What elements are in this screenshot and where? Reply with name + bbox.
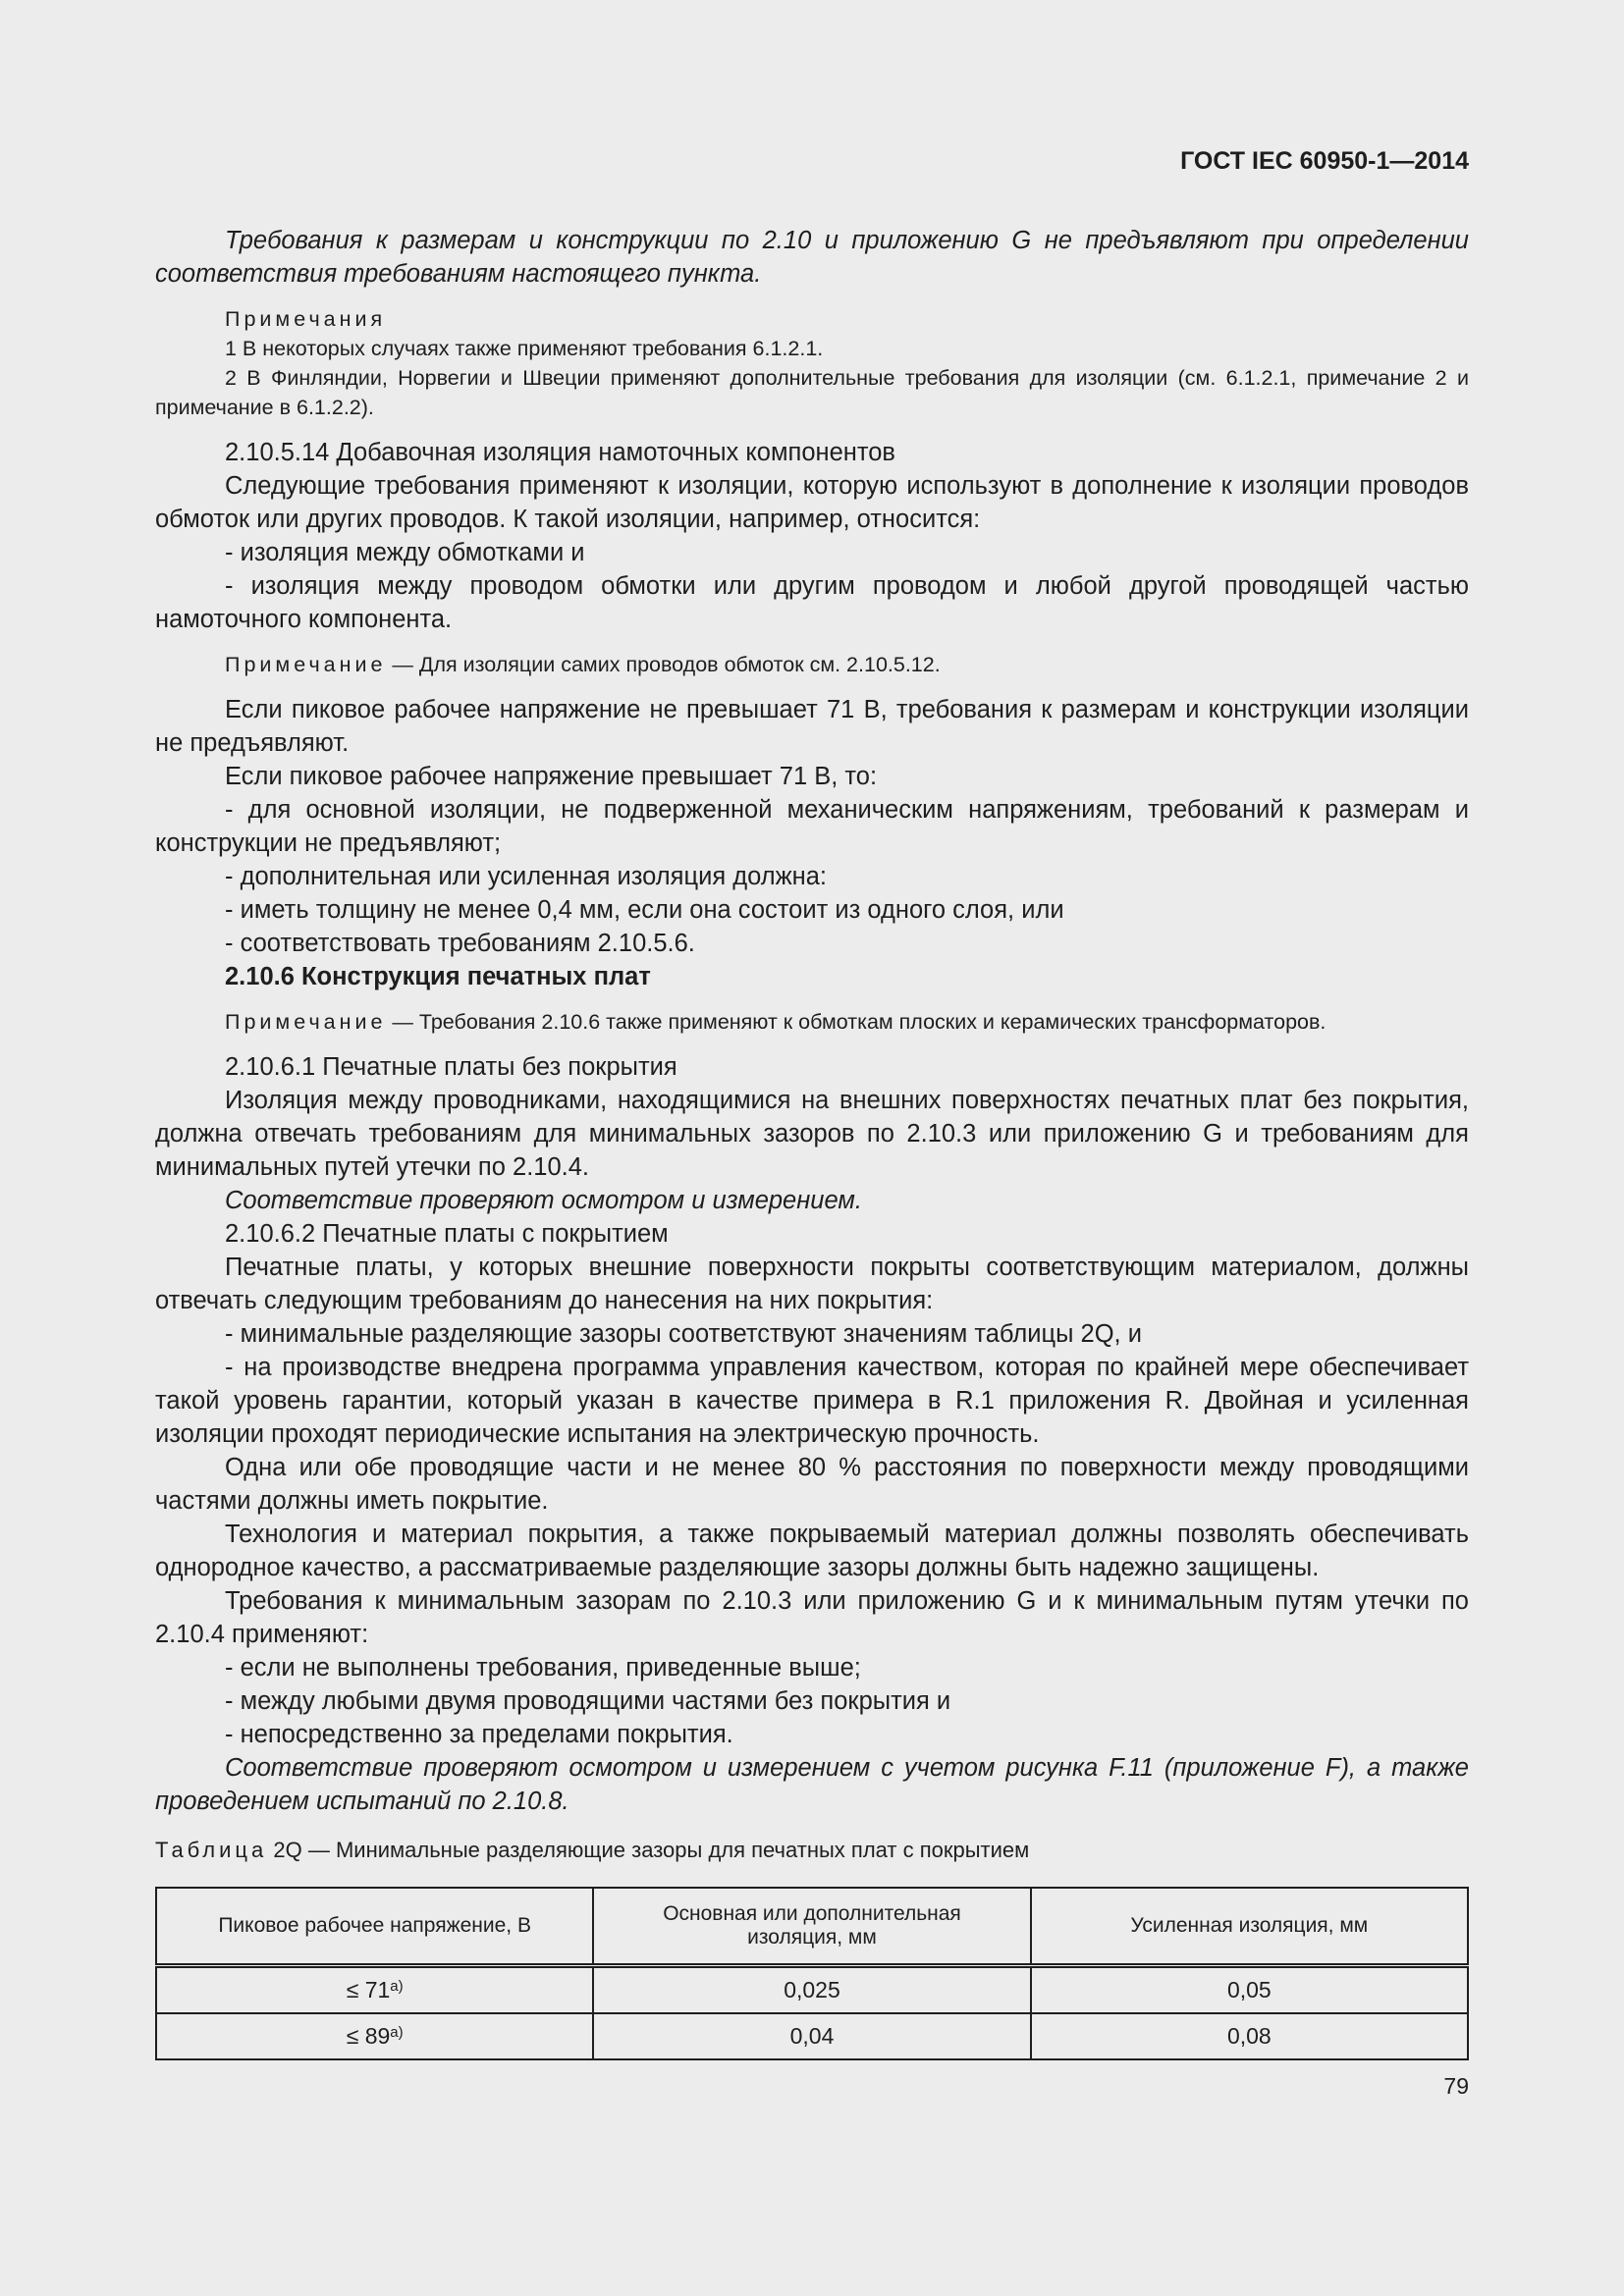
compliance-statement: Соответствие проверяют осмотром и измерением. (225, 1187, 862, 1214)
section-heading-2-10-6-2: 2.10.6.2 Печатные платы с покрытием (225, 1220, 669, 1248)
paragraph: Печатные платы, у которых внешние поверхности покрыты соответствующим материалом, должны отвечать следующим требованиям до нанесения на них покрытия: (155, 1254, 1469, 1314)
paragraph: Одна или обе проводящие части и не менее 80 % расстояния по поверхности между проводящими частями должны иметь покрытие. (155, 1454, 1469, 1515)
section-heading-2-10-6-1: 2.10.6.1 Печатные платы без покрытия (225, 1053, 677, 1081)
list-item: - между любыми двумя проводящими частями без покрытия и (225, 1687, 951, 1715)
paragraph: Требования к минимальным зазорам по 2.10.3 или приложению G и к минимальным путям утечки по 2.10.4 применяют: (155, 1587, 1469, 1648)
notes-label: Примечания (225, 307, 387, 331)
paragraph: Если пиковое рабочее напряжение не превышает 71 В, требования к размерам и конструкции изоляции не предъявляют. (155, 696, 1469, 757)
note-text: — Требования 2.10.6 также применяют к обмоткам плоских и керамических трансформаторов. (386, 1010, 1326, 1034)
note (155, 1007, 1469, 1037)
table-header-row (156, 1888, 1468, 1966)
list-item: - непосредственно за пределами покрытия. (225, 1721, 733, 1748)
section-heading-2-10-5-14: 2.10.5.14 Добавочная изоляция намоточных компонентов (225, 439, 895, 466)
section-heading-2-10-6: 2.10.6 Конструкция печатных плат (225, 963, 651, 990)
table-cell-reinforced: 0,08 (1031, 2013, 1468, 2059)
document-body (155, 224, 1469, 2060)
paragraph: Технология и материал покрытия, а также покрываемый материал должны позволять обеспечивать однородное качество, а рассматриваемые разделяющие зазоры должны быть надежно защищены. (155, 1521, 1469, 1581)
table-header-cell: Основная или дополнительная изоляция, мм (593, 1888, 1030, 1966)
note-2: 2 В Финляндии, Норвегии и Швеции применяют дополнительные требования для изоляции (см. 6.1.2.1, примечание 2 и примечание в 6.1.2.2). (155, 366, 1469, 419)
note-1: 1 В некоторых случаях также применяют требования 6.1.2.1. (225, 337, 824, 360)
paragraph: Если пиковое рабочее напряжение превышает 71 В, то: (225, 763, 878, 790)
table-caption (155, 1836, 1469, 1865)
table-cell-voltage: ≤ $89^{а)}$ (156, 2013, 593, 2059)
note-text: — Для изоляции самих проводов обмоток см. 2.10.5.12. (386, 653, 941, 676)
paragraph: Требования к размерам и конструкции по 2.10 и приложению G не предъявляют при определении соответствия требованиям настоящего пункта. (155, 227, 1469, 288)
paragraph: Следующие требования применяют к изоляции, которую используют в дополнение к изоляции проводов обмоток или других проводов. К такой изоляции, например, относится: (155, 472, 1469, 533)
compliance-statement: Соответствие проверяют осмотром и измерением с учетом рисунка F.11 (приложение F), а также проведением испытаний по 2.10.8. (155, 1754, 1469, 1815)
paragraph: Изоляция между проводниками, находящимися на внешних поверхностях печатных плат без покрытия, должна отвечать требованиям для минимальных зазоров по 2.10.3 или приложению G и требованиям для минимальных путей утечки по 2.10.4. (155, 1087, 1469, 1181)
page-number: 79 (1443, 2073, 1469, 2099)
clearance-table (155, 1887, 1469, 2060)
list-item: - для основной изоляции, не подверженной механическим напряжениям, требований к размерам и конструкции не предъявляют; (155, 796, 1469, 857)
note-label: Примечание (225, 653, 387, 676)
list-item: - изоляция между обмотками и (225, 539, 585, 566)
table-row (156, 1966, 1468, 2014)
list-item: - дополнительная или усиленная изоляция должна: (225, 863, 828, 890)
list-item: - иметь толщину не менее 0,4 мм, если она состоит из одного слоя, или (225, 896, 1064, 924)
table-title: 2Q — Минимальные разделяющие зазоры для печатных плат с покрытием (267, 1838, 1030, 1862)
table-header-cell: Пиковое рабочее напряжение, В (156, 1888, 593, 1966)
list-item: - соответствовать требованиям 2.10.5.6. (225, 930, 695, 957)
table-cell-basic: 0,04 (593, 2013, 1030, 2059)
table-cell-basic: 0,025 (593, 1966, 1030, 2014)
list-item: - минимальные разделяющие зазоры соответствуют значениям таблицы 2Q, и (225, 1320, 1142, 1348)
document-header: ГОСТ IEC 60950-1—2014 (1180, 147, 1469, 175)
footnote-marker: а) (390, 2024, 404, 2041)
list-item: - на производстве внедрена программа управления качеством, которая по крайней мере обеспечивает такой уровень гарантии, который указан в качестве примера в R.1 приложения R. Двойная и усиленная изоляции проходят периодические испытания на электрическую прочность. (155, 1354, 1469, 1448)
table-cell-voltage: ≤ $71^{а)}$ (156, 1966, 593, 2014)
table-header-cell: Усиленная изоляция, мм (1031, 1888, 1468, 1966)
notes-block (155, 304, 1469, 422)
table-row (156, 2013, 1468, 2059)
list-item: - если не выполнены требования, приведенные выше; (225, 1654, 861, 1682)
footnote-marker: а) (390, 1978, 404, 1995)
note-label: Примечание (225, 1010, 387, 1034)
table-label: Таблица (155, 1838, 268, 1862)
list-item: - изоляция между проводом обмотки или другим проводом и любой другой проводящей частью намоточного компонента. (155, 572, 1469, 633)
note (155, 650, 1469, 679)
table-cell-reinforced: 0,05 (1031, 1966, 1468, 2014)
